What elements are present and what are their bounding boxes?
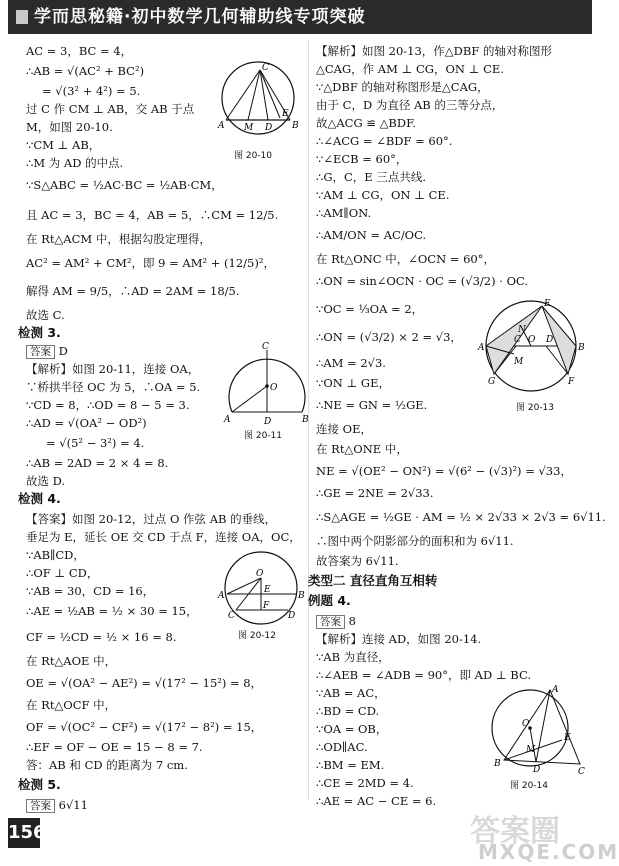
figure-label: D	[288, 611, 296, 621]
figure-label: C	[262, 63, 269, 73]
answer-line	[26, 344, 68, 359]
figure-20-10	[208, 60, 308, 150]
figure-label: B	[494, 759, 501, 769]
text-line: ∴AD = √(OA² − OD²)	[26, 416, 147, 430]
text-line: ∴M 为 AD 的中点.	[26, 156, 124, 170]
text-line: ∴图中两个阴影部分的面积和为 6√11.	[316, 534, 514, 548]
header-title: 学而思秘籍·初中数学几何辅助线专项突破	[34, 7, 366, 27]
text-line: AC = 3，BC = 4，	[26, 44, 133, 58]
figure-label: E	[282, 109, 289, 119]
figure-label: O	[256, 569, 264, 579]
text-line: 故答案为 6√11.	[316, 554, 399, 568]
figure-label: B	[298, 591, 305, 601]
figure-label: D	[533, 765, 541, 775]
figure-label: B	[292, 121, 299, 131]
text-line: ∴∠ACG = ∠BDF = 60°.	[316, 134, 453, 148]
text-line: ∴ON = (√3/2) × 2 = √3，	[316, 330, 462, 344]
figure-label: B	[302, 415, 309, 425]
figure-label: B	[578, 343, 585, 353]
text-line: ∵OA = OB，	[316, 722, 388, 736]
section-heading: 检测 3.	[18, 325, 61, 340]
text-line: ∴AE = AC − CE = 6.	[316, 794, 437, 808]
text-line: AC² = AM² + CM²，即 9 = AM² + (12/5)²，	[26, 256, 275, 270]
header-marker	[16, 10, 28, 24]
section-heading: 检测 5.	[18, 777, 61, 792]
section-heading: 例题 4.	[308, 593, 351, 608]
answer-value: 6√11	[58, 798, 88, 812]
text-line: ∵AM ⊥ CG，ON ⊥ CE.	[316, 188, 450, 202]
section-heading: 类型二 直径直角互相转	[308, 573, 438, 588]
figure-label: E	[564, 733, 571, 743]
figure-label: M	[244, 123, 254, 133]
text-line: 垂足为 E，延长 OE 交 CD 于点 F，连接 OA，OC，	[26, 530, 301, 544]
figure-label: M	[514, 357, 524, 367]
figure-label: A	[218, 121, 225, 131]
answer-value: D	[58, 344, 68, 358]
text-line: 故选 D.	[26, 474, 66, 488]
text-line: ∵AB∥CD，	[26, 548, 85, 562]
figure-label: D	[546, 335, 554, 345]
text-line: ∵S△ABC = ½AC·BC = ½AB·CM，	[26, 178, 223, 192]
text-line: 在 Rt△ACM 中，根据勾股定理得，	[26, 232, 211, 246]
figure-caption: 图 20-14	[510, 781, 549, 791]
text-line: 由于 C，D 为直径 AB 的三等分点，	[316, 98, 504, 112]
text-line: NE = √(OE² − ON²) = √(6² − (√3)²) = √33，	[316, 464, 572, 478]
page-number: 156	[8, 818, 40, 848]
figure-20-13	[476, 298, 586, 398]
text-line: 故△ACG ≌ △BDF.	[316, 116, 416, 130]
text-line: 答：AB 和 CD 的距离为 7 cm.	[26, 758, 188, 772]
text-line: ∵CD = 8，∴OD = 8 − 5 = 3.	[26, 398, 190, 412]
figure-label: A	[552, 685, 559, 695]
text-line: ∴BD = CD.	[316, 704, 380, 718]
answer-tag: 答案	[316, 615, 345, 629]
figure-label: C	[578, 767, 585, 777]
answer-tag: 答案	[26, 799, 55, 813]
figure-label: F	[263, 601, 270, 611]
text-line: = √(3² + 4²) = 5.	[42, 84, 141, 98]
figure-label: D	[265, 123, 273, 133]
figure-20-14	[486, 684, 586, 776]
text-line: ∴AM = 2√3.	[316, 356, 386, 370]
figure-20-11	[222, 340, 312, 430]
text-line: = √(5² − 3²) = 4.	[46, 436, 145, 450]
text-line: 在 Rt△ONC 中，∠OCN = 60°，	[316, 252, 495, 266]
answer-tag: 答案	[26, 345, 55, 359]
section-heading: 检测 4.	[18, 491, 61, 506]
page-header	[8, 0, 592, 34]
text-line: OF = √(OC² − CF²) = √(17² − 8²) = 15，	[26, 720, 263, 734]
text-line: ∵OC = ⅓OA = 2，	[316, 302, 424, 316]
text-line: 在 Rt△ONE 中，	[316, 442, 408, 456]
figure-caption: 图 20-13	[516, 403, 555, 413]
text-line: ∵AB = AC，	[316, 686, 386, 700]
figure-label: C	[514, 335, 521, 345]
text-line: ∴ON = sin∠OCN · OC = (√3/2) · OC.	[316, 274, 529, 288]
figure-20-12	[216, 548, 306, 628]
watermark-url: MXQE.COM	[478, 840, 619, 864]
figure-label: E	[264, 585, 271, 595]
text-line: ∴AB = 2AD = 2 × 4 = 8.	[26, 456, 169, 470]
text-line: M，如图 20-10.	[26, 120, 113, 134]
figure-label: C	[262, 342, 269, 352]
text-line: OE = √(OA² − AE²) = √(17² − 15²) = 8，	[26, 676, 263, 690]
text-line: ∵AB = 30，CD = 16，	[26, 584, 155, 598]
text-line: 【答案】如图 20-12，过点 O 作弦 AB 的垂线，	[26, 512, 277, 526]
text-line: ∴AM∥ON.	[316, 206, 372, 220]
text-line: 【解析】连接 AD，如图 20-14.	[316, 632, 482, 646]
text-line: ∴BM = EM.	[316, 758, 385, 772]
text-line: ∴OF ⊥ CD，	[26, 566, 99, 580]
text-line: △CAG，作 AM ⊥ CG，ON ⊥ CE.	[316, 62, 504, 76]
figure-caption: 图 20-11	[244, 431, 283, 441]
text-line: ∵ON ⊥ GE，	[316, 376, 391, 390]
text-line: ∵△DBF 的轴对称图形是△CAG，	[316, 80, 489, 94]
text-line: 过 C 作 CM ⊥ AB，交 AB 于点	[26, 102, 195, 116]
text-line: ∴EF = OF − OE = 15 − 8 = 7.	[26, 740, 203, 754]
text-line: ∵桥拱半径 OC 为 5，∴OA = 5.	[26, 380, 201, 394]
answer-line	[316, 614, 356, 629]
text-line: ∴OD∥AC.	[316, 740, 368, 754]
text-line: ∵∠ECB = 60°，	[316, 152, 408, 166]
text-line: 【解析】如图 20-11，连接 OA，	[26, 362, 200, 376]
figure-label: D	[264, 417, 272, 427]
text-line: 故选 C.	[26, 308, 65, 322]
watermark-logo: 答案圈	[470, 814, 560, 849]
text-line: ∴∠AEB = ∠ADB = 90°，即 AD ⊥ BC.	[316, 668, 532, 682]
text-line: ∴CE = 2MD = 4.	[316, 776, 414, 790]
figure-label: A	[478, 343, 485, 353]
figure-label: C	[228, 611, 235, 621]
figure-label: A	[224, 415, 231, 425]
figure-caption: 图 20-10	[234, 151, 273, 161]
text-line: ∴S△AGE = ½GE · AM = ½ × 2√33 × 2√3 = 6√11.	[316, 510, 606, 524]
text-line: ∴NE = GN = ½GE.	[316, 398, 428, 412]
text-line: CF = ½CD = ½ × 16 = 8.	[26, 630, 177, 644]
text-line: 连接 OE，	[316, 422, 372, 436]
text-line: ∴GE = 2NE = 2√33.	[316, 486, 434, 500]
text-line: ∵CM ⊥ AB，	[26, 138, 101, 152]
figure-label: O	[270, 383, 278, 393]
text-line: ∴AM/ON = AC/OC.	[316, 228, 427, 242]
text-line: ∴AE = ½AB = ½ × 30 = 15，	[26, 604, 198, 618]
figure-label: O	[528, 335, 536, 345]
text-line: 解得 AM = 9/5，∴AD = 2AM = 18/5.	[26, 284, 240, 298]
figure-caption: 图 20-12	[238, 631, 277, 641]
text-line: 且 AC = 3，BC = 4，AB = 5，∴CM = 12/5.	[26, 208, 279, 222]
figure-label: E	[544, 299, 551, 309]
text-line: ∴AB = √(AC² + BC²)	[26, 64, 145, 78]
figure-label: O	[522, 719, 530, 729]
text-line: 在 Rt△AOE 中，	[26, 654, 117, 668]
right-column	[308, 40, 606, 840]
figure-label: M	[526, 745, 536, 755]
figure-label: N	[518, 325, 526, 335]
text-line: ∴G，C，E 三点共线.	[316, 170, 427, 184]
answer-line	[26, 798, 88, 813]
figure-label: G	[488, 377, 496, 387]
text-line: 【解析】如图 20-13，作△DBF 的轴对称图形	[316, 44, 552, 58]
answer-value: 8	[348, 614, 356, 628]
figure-label: A	[218, 591, 225, 601]
figure-label: F	[568, 377, 575, 387]
text-line: ∵AB 为直径，	[316, 650, 390, 664]
text-line: 在 Rt△OCF 中，	[26, 698, 117, 712]
